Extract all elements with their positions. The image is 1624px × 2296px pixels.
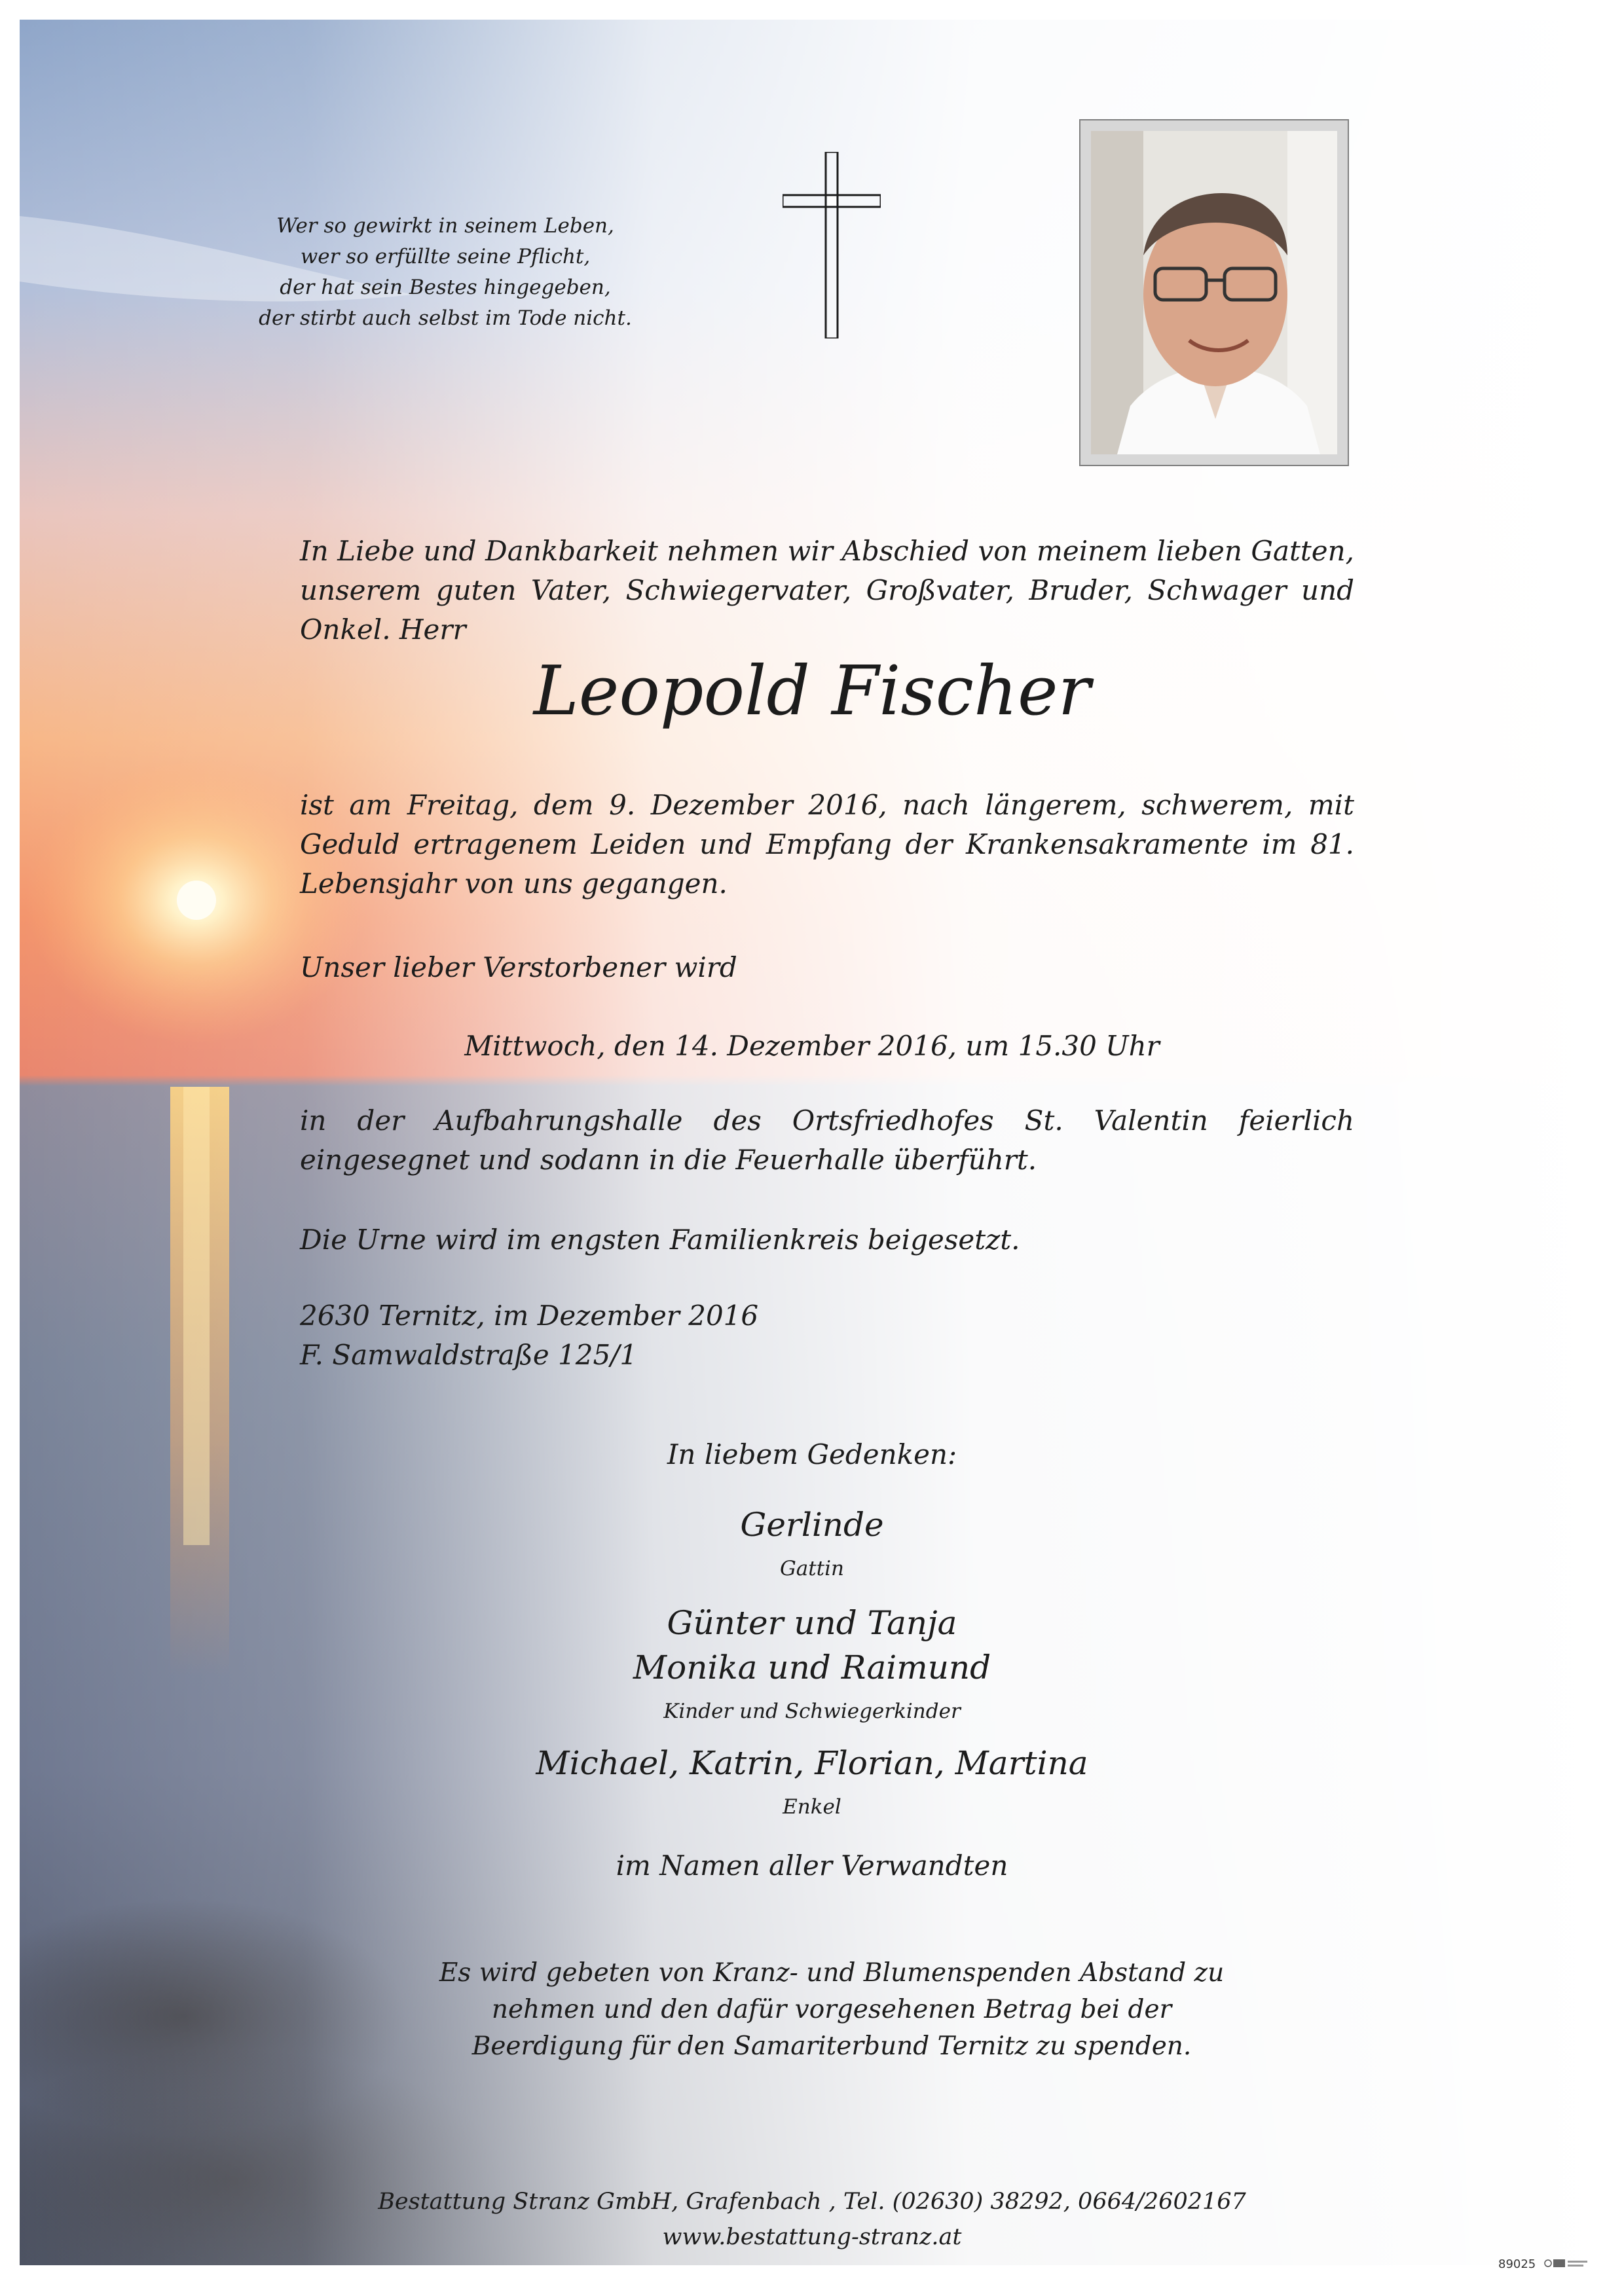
undertaker-website[interactable]: www.bestattung-stranz.at <box>662 2224 962 2250</box>
verse <box>249 211 642 334</box>
funeral-date: Mittwoch, den 14. Dezember 2016, um 15.30 Uhr <box>464 1030 1160 1062</box>
footer-code: 89025 <box>1498 2257 1536 2271</box>
deceased-name: Leopold Fischer <box>533 651 1091 731</box>
memory-heading: In liebem Gedenken: <box>667 1438 957 1470</box>
mourner-names: Günter und Tanja <box>667 1604 957 1642</box>
mourner-relation: Gattin <box>779 1557 845 1580</box>
mourner-relation: Kinder und Schwiegerkinder <box>663 1700 961 1723</box>
portrait-photo <box>1091 131 1337 454</box>
verse-line: der stirbt auch selbst im Tode nicht. <box>259 306 632 330</box>
mourner-names: Michael, Katrin, Florian, Martina <box>536 1744 1088 1782</box>
death-notice: ist am Freitag, dem 9. Dezember 2016, nach längerem, schwerem, mit Geduld ertragenem Leiden und Empfang der Krankensakramente im 81. Lebensjahr von uns gegangen. <box>300 789 1354 900</box>
cross-icon <box>783 152 881 338</box>
intro-text: In Liebe und Dankbarkeit nehmen wir Abschied von meinem lieben Gatten, unserem guten Vater, Schwiegervater, Großvater, Bruder, Schwager und Onkel. Herr <box>300 535 1354 646</box>
donation-request: Es wird gebeten von Kranz- und Blumenspenden Abstand zu nehmen und den dafür vorgesehenen Betrag bei der Beerdigung für den Samariterbund Ternitz zu spenden. <box>439 1958 1225 2061</box>
verse-line: der hat sein Bestes hingegeben, <box>280 276 611 299</box>
mourner-relation: Enkel <box>783 1795 841 1819</box>
portrait-frame <box>1079 119 1349 466</box>
undertaker-info: Bestattung Stranz GmbH, Grafenbach , Tel. (02630) 38292, 0664/2602167 <box>378 2189 1246 2215</box>
relatives-line: im Namen aller Verwandten <box>616 1850 1008 1882</box>
verse-line: Wer so gewirkt in seinem Leben, <box>276 214 614 238</box>
address: F. Samwaldstraße 125/1 <box>300 1339 638 1371</box>
location-date: 2630 Ternitz, im Dezember 2016 <box>300 1300 759 1332</box>
mourner-names: Monika und Raimund <box>633 1649 991 1686</box>
funeral-place: in der Aufbahrungshalle des Ortsfriedhofes St. Valentin feierlich eingesegnet und sodann in die Feuerhalle überführt. <box>300 1104 1354 1176</box>
funeral-lead: Unser lieber Verstorbener wird <box>300 951 737 983</box>
urn-notice: Die Urne wird im engsten Familienkreis beigesetzt. <box>300 1224 1020 1256</box>
verse-line: wer so erfüllte seine Pflicht, <box>300 245 591 268</box>
printer-logo <box>1544 2256 1590 2270</box>
mourner-names: Gerlinde <box>740 1506 884 1544</box>
